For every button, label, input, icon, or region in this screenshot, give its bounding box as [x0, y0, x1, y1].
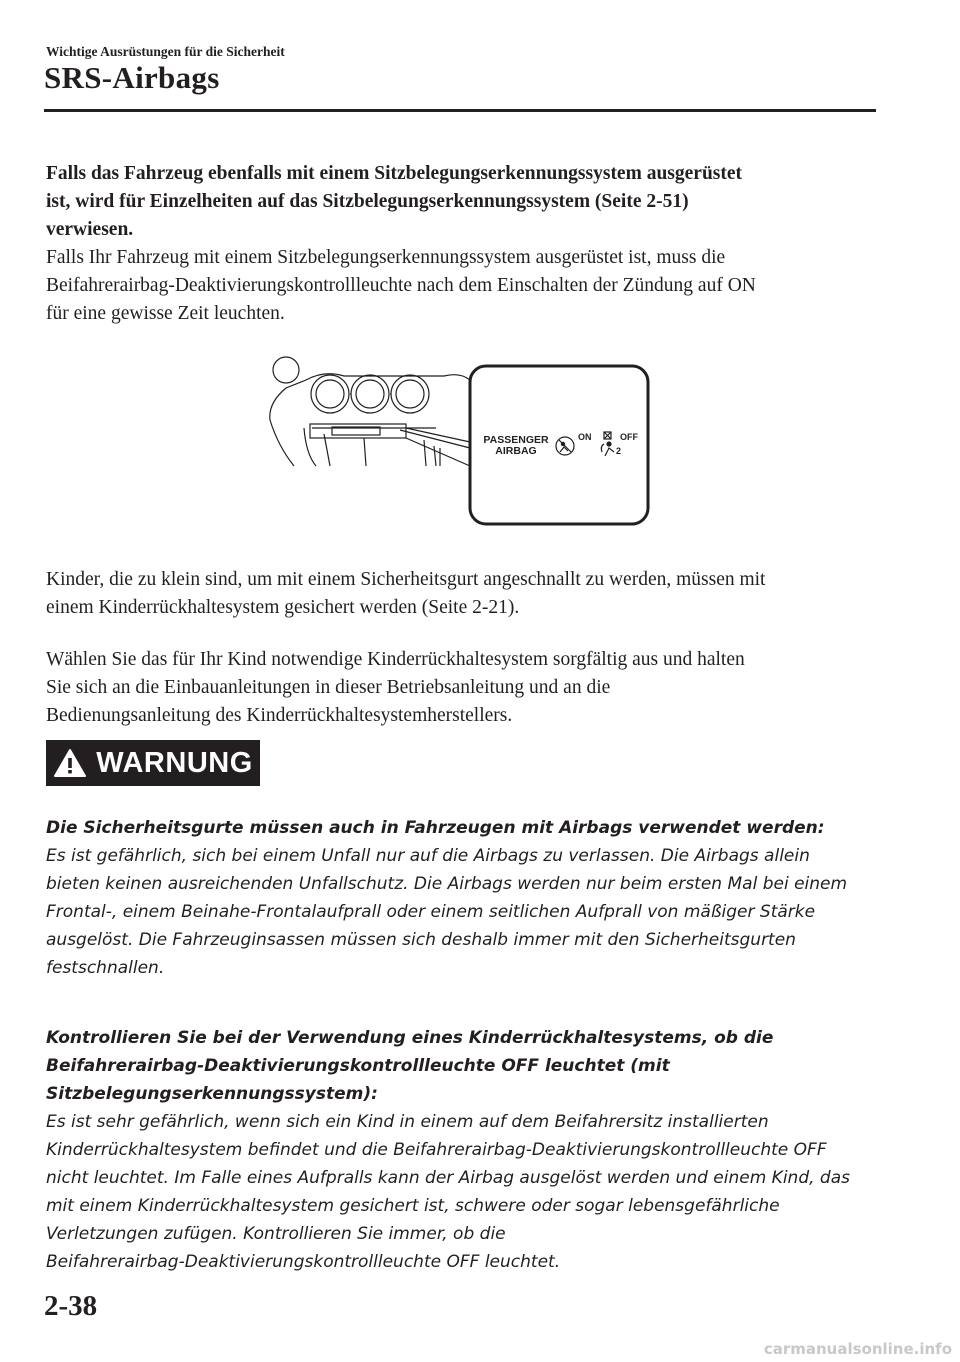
warning-triangle-icon — [53, 748, 87, 778]
warning-heading: Beifahrerairbag-Deaktivierungskontrollleuchte OFF leuchtet (mit — [46, 1056, 670, 1076]
warning-badge — [46, 740, 260, 786]
warning-heading: Sitzbelegungserkennungssystem): — [46, 1084, 378, 1104]
warning-heading: Kontrollieren Sie bei der Verwendung eines Kinderrückhaltesystems, ob die — [46, 1028, 774, 1048]
intro-text — [46, 160, 876, 328]
off-label: OFF — [620, 432, 638, 442]
warning-line: Frontal-, einem Beinahe-Frontalaufprall oder einem seitlichen Aufprall von mäßiger Stärke — [46, 902, 816, 922]
warning-line: ausgelöst. Die Fahrzeuginsassen müssen sich deshalb immer mit den Sicherheitsgurten — [46, 930, 796, 950]
intro-bold-line: Falls das Fahrzeug ebenfalls mit einem Sitzbelegungserkennungssystem ausgerüstet — [46, 163, 743, 184]
warning-line: Verletzungen zufügen. Kontrollieren Sie immer, ob die — [46, 1224, 506, 1244]
title-divider — [44, 109, 876, 112]
warning-line: Es ist sehr gefährlich, wenn sich ein Kind in einem auf dem Beifahrersitz installierten — [46, 1112, 769, 1132]
children-paragraph-1 — [46, 566, 876, 622]
warning-line: Es ist gefährlich, sich bei einem Unfall nur auf die Airbags zu verlassen. Die Airbags allein — [46, 846, 810, 866]
warning-block-seatbelts — [46, 814, 876, 982]
warning-line: Beifahrerairbag-Deaktivierungskontrollleuchte OFF leuchtet. — [46, 1252, 561, 1272]
on-label: ON — [578, 432, 592, 442]
page-title: SRS-Airbags — [44, 60, 220, 95]
warning-line: Kinderrückhaltesystem befindet und die Beifahrerairbag-Deaktivierungskontrollleuchte OFF — [46, 1140, 827, 1160]
warning-label: WARNUNG — [96, 746, 253, 779]
watermark: carmanualsonline.info — [763, 1340, 952, 1358]
children-line: Kinder, die zu klein sind, um mit einem Sicherheitsgurt angeschnallt zu werden, müssen mit — [46, 569, 766, 590]
intro-line: Beifahrerairbag-Deaktivierungskontrollleuchte nach dem Einschalten der Zündung auf ON — [46, 275, 756, 296]
children-line: Sie sich an die Einbauanleitungen in dieser Betriebsanleitung und an die — [46, 677, 611, 698]
intro-line: Falls Ihr Fahrzeug mit einem Sitzbelegungserkennungssystem ausgerüstet ist, muss die — [46, 247, 726, 268]
warning-line: mit einem Kinderrückhaltesystem gesichert ist, schwere oder sogar lebensgefährliche — [46, 1196, 780, 1216]
intro-line: für eine gewisse Zeit leuchten. — [46, 303, 285, 324]
intro-bold-line: ist, wird für Einzelheiten auf das Sitzbelegungserkennungssystem (Seite 2-51) — [46, 191, 689, 212]
airbag-label: AIRBAG — [495, 445, 537, 457]
intro-bold-line: verwiesen. — [46, 219, 134, 240]
airbag-indicator-illustration — [264, 348, 654, 530]
passenger-label: PASSENGER — [483, 434, 549, 446]
page-number: 2-38 — [44, 1290, 98, 1322]
warning-line: nicht leuchtet. Im Falle eines Aufpralls kann der Airbag ausgelöst werden und einem Kind, das — [46, 1168, 850, 1188]
children-paragraph-2 — [46, 646, 876, 730]
warning-line: festschnallen. — [46, 958, 165, 978]
seat-number: 2 — [616, 446, 622, 456]
children-line: Bedienungsanleitung des Kinderrückhaltesystemherstellers. — [46, 705, 513, 726]
warning-line: bieten keinen ausreichenden Unfallschutz. Die Airbags werden nur beim ersten Mal bei einem — [46, 874, 848, 894]
section-label: Wichtige Ausrüstungen für die Sicherheit — [46, 44, 285, 59]
warning-block-child-restraint — [46, 1024, 876, 1276]
children-line: einem Kinderrückhaltesystem gesichert werden (Seite 2-21). — [46, 597, 520, 618]
warning-heading: Die Sicherheitsgurte müssen auch in Fahrzeugen mit Airbags verwendet werden: — [46, 818, 825, 838]
children-line: Wählen Sie das für Ihr Kind notwendige Kinderrückhaltesystem sorgfältig aus und halten — [46, 649, 745, 670]
